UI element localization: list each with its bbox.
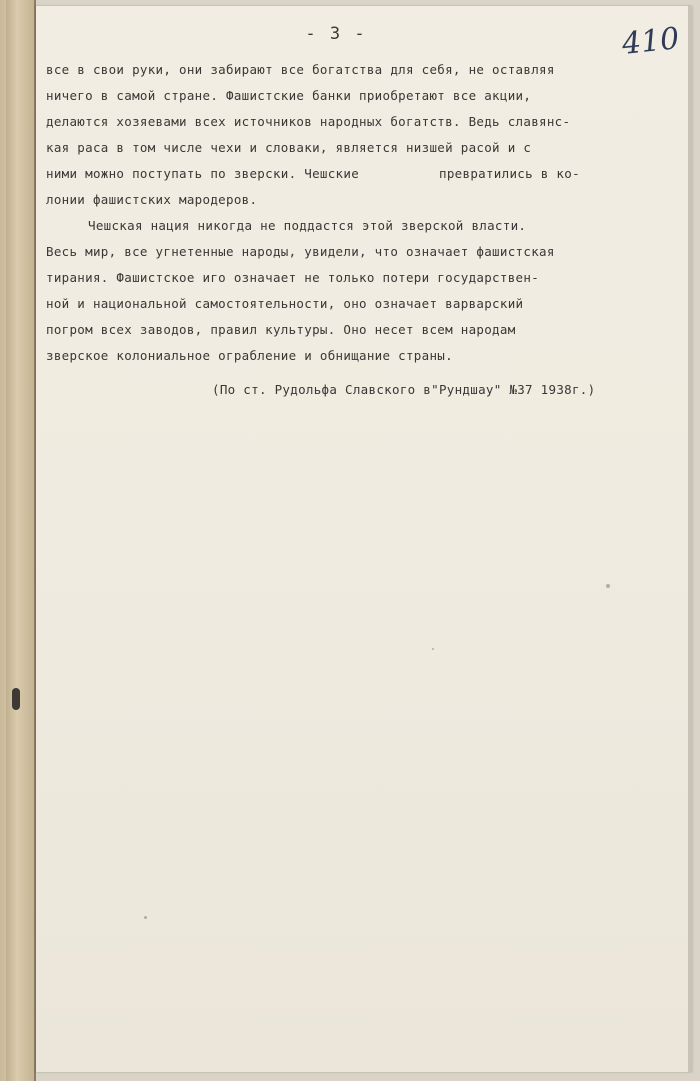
paper-speck — [432, 648, 434, 650]
binding-hole-mark — [12, 688, 20, 710]
page-number: - 3 - — [305, 24, 367, 44]
body-line-12: зверское колониальное ограбление и обнищание страны. — [46, 348, 453, 363]
body-line-6: лонии фашистских мародеров. — [46, 192, 258, 207]
typed-page — [36, 6, 692, 1072]
body-line-1: все в свои руки, они забирают все богатства для себя, не оставляя — [46, 62, 555, 77]
body-line-3: делаются хозяевами всех источников народных богатств. Ведь славянс- — [46, 114, 571, 129]
archive-folio-number: 410 — [620, 21, 681, 62]
body-line-5 — [46, 166, 580, 181]
binding-strip — [0, 0, 36, 1081]
paper-speck — [606, 584, 610, 588]
binding-edge — [6, 0, 16, 1081]
body-line-5-end: превратились в ко- — [439, 166, 580, 181]
paper-speck — [144, 916, 147, 919]
source-citation: (По ст. Рудольфа Славского в"Рундшау" №37 1938г.) — [212, 382, 596, 397]
body-line-8: Весь мир, все угнетенные народы, увидели, что означает фашистская — [46, 244, 555, 259]
body-line-10: ной и национальной самостоятельности, оно означает варварский — [46, 296, 524, 311]
body-line-5-start: ними можно поступать по зверски. Чешские — [46, 166, 360, 181]
body-line-7: Чешская нация никогда не поддастся этой зверской власти. — [88, 218, 527, 233]
body-line-9: тирания. Фашистское иго означает не только потери государствен- — [46, 270, 540, 285]
page-edge — [688, 6, 692, 1072]
body-line-4: кая раса в том числе чехи и словаки, является низшей расой и с — [46, 140, 532, 155]
body-line-11: погром всех заводов, правил культуры. Оно несет всем народам — [46, 322, 516, 337]
body-line-2: ничего в самой стране. Фашистские банки приобретают все акции, — [46, 88, 532, 103]
